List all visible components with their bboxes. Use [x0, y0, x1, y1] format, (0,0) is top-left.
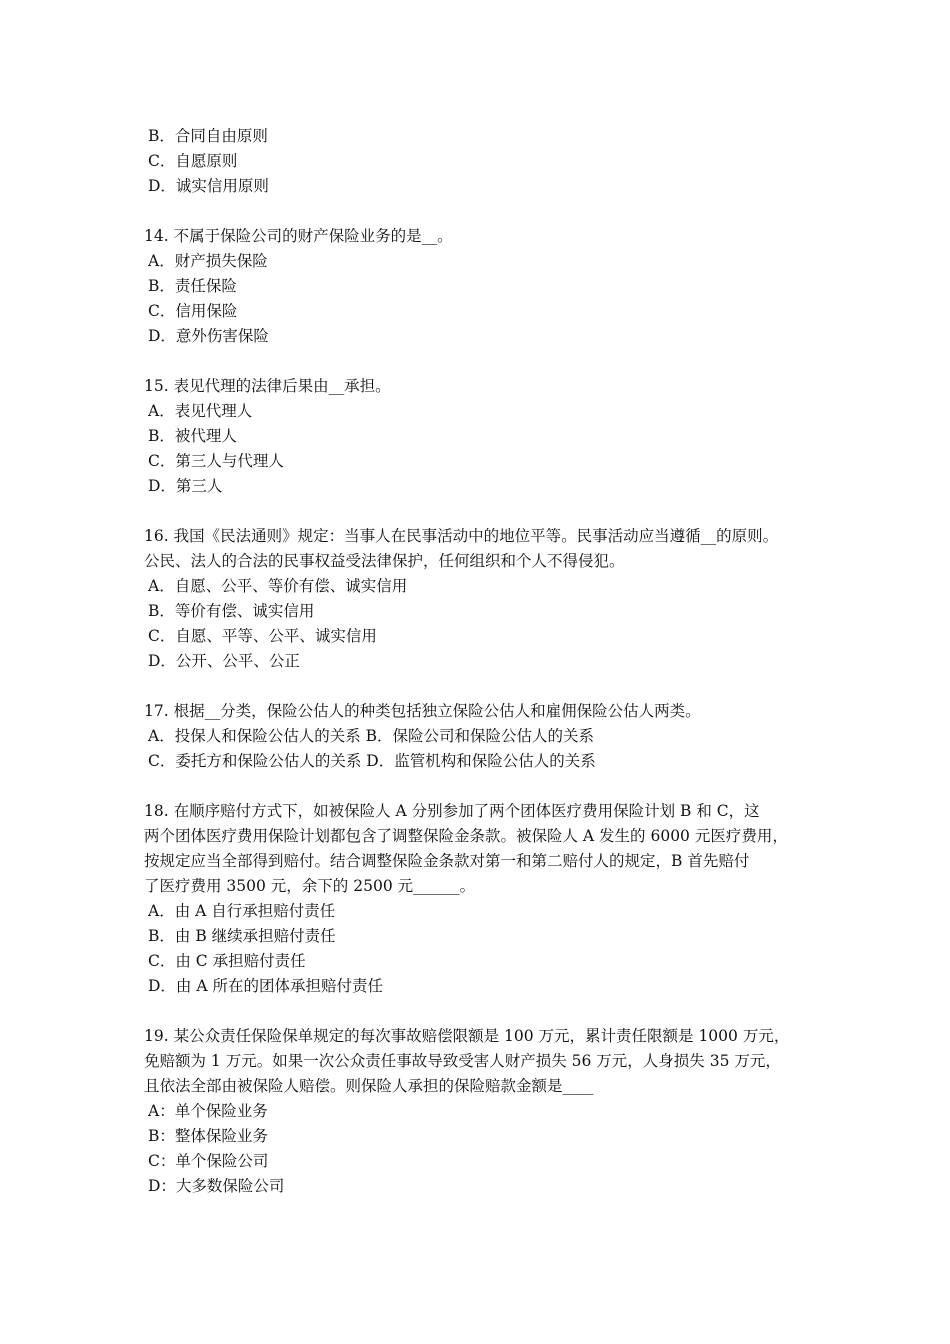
question-17: [144, 699, 824, 774]
question-stem-line-4: 了医疗费用 3500 元，余下的 2500 元______。: [144, 877, 476, 895]
option-d: D：大多数保险公司: [148, 1177, 285, 1195]
option-c: C：单个保险公司: [148, 1152, 269, 1170]
question-stem: 14. 不属于保险公司的财产保险业务的是__。: [144, 227, 453, 245]
question-16: [144, 524, 824, 674]
option-d: D．由 A 所在的团体承担赔付责任: [148, 977, 383, 995]
question-15: [144, 374, 824, 499]
option-b: B．责任保险: [148, 277, 237, 295]
previous-question-options: [144, 124, 824, 199]
option-b: B．由 B 继续承担赔付责任: [148, 927, 336, 945]
question-19: [144, 1024, 824, 1199]
option-b: B：整体保险业务: [148, 1127, 268, 1145]
option-b: B．合同自由原则: [148, 127, 268, 145]
option-c: C．由 C 承担赔付责任: [148, 952, 306, 970]
option-c: C．信用保险: [148, 302, 238, 320]
option-a: A．由 A 自行承担赔付责任: [148, 902, 336, 920]
question-stem-line-1: 16. 我国《民法通则》规定：当事人在民事活动中的地位平等。民事活动应当遵循__的原则。: [144, 527, 779, 545]
question-stem-line-2: 两个团体医疗费用保险计划都包含了调整保险金条款。被保险人 A 发生的 6000 元医疗费用，: [144, 827, 788, 845]
option-d: D．第三人: [148, 477, 223, 495]
option-c: C．自愿原则: [148, 152, 238, 170]
question-stem: 17. 根据__分类，保险公估人的种类包括独立保险公估人和雇佣保险公估人两类。: [144, 702, 701, 720]
question-stem-line-2: 免赔额为 1 万元。如果一次公众责任事故导致受害人财产损失 56 万元，人身损失 35 万元，: [144, 1052, 781, 1070]
option-b: B．被代理人: [148, 427, 237, 445]
question-14: [144, 224, 824, 349]
option-b: B．等价有偿、诚实信用: [148, 602, 315, 620]
options-c-d: C．委托方和保险公估人的关系 D．监管机构和保险公估人的关系: [148, 752, 596, 770]
document-content: [144, 124, 824, 1199]
option-a: A．自愿、公平、等价有偿、诚实信用: [148, 577, 408, 595]
option-a: A：单个保险业务: [148, 1102, 268, 1120]
options-a-b: A．投保人和保险公估人的关系 B．保险公司和保险公估人的关系: [148, 727, 595, 745]
question-stem-line-1: 18. 在顺序赔付方式下，如被保险人 A 分别参加了两个团体医疗费用保险计划 B 和 C，这: [144, 802, 760, 820]
question-stem-line-2: 公民、法人的合法的民事权益受法律保护，任何组织和个人不得侵犯。: [144, 552, 625, 570]
question-stem-line-3: 且依法全部由被保险人赔偿。则保险人承担的保险赔款金额是____: [144, 1077, 594, 1095]
question-stem: 15. 表见代理的法律后果由__承担。: [144, 377, 391, 395]
option-c: C．第三人与代理人: [148, 452, 284, 470]
option-d: D．意外伤害保险: [148, 327, 269, 345]
option-a: A．财产损失保险: [148, 252, 268, 270]
option-d: D．公开、公平、公正: [148, 652, 300, 670]
option-c: C．自愿、平等、公平、诚实信用: [148, 627, 377, 645]
question-stem-line-3: 按规定应当全部得到赔付。结合调整保险金条款对第一和第二赔付人的规定，B 首先赔付: [144, 852, 750, 870]
question-18: [144, 799, 824, 999]
option-a: A．表见代理人: [148, 402, 253, 420]
option-d: D．诚实信用原则: [148, 177, 269, 195]
question-stem-line-1: 19. 某公众责任保险保单规定的每次事故赔偿限额是 100 万元，累计责任限额是 1000 万元，: [144, 1027, 790, 1045]
